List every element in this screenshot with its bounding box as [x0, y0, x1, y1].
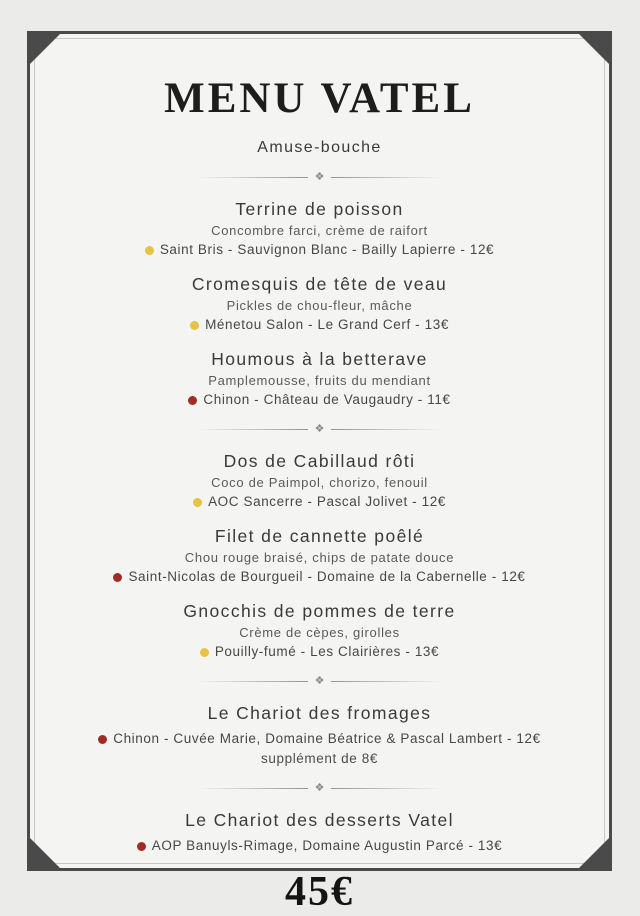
menu-item	[30, 599, 609, 661]
divider-line	[331, 788, 442, 789]
section-divider	[197, 172, 442, 183]
red-wine-dot-icon	[137, 842, 146, 851]
supplement-note: supplément de 8€	[261, 751, 378, 767]
corner-ornament-top-left	[29, 33, 61, 65]
white-wine-dot-icon	[145, 246, 154, 255]
wine-pairing-text: AOP Banuyls-Rimage, Domaine Augustin Parcé - 13€	[151, 838, 503, 854]
red-wine-dot-icon	[98, 735, 107, 744]
dish-name: Cromesquis de tête de veau	[191, 274, 448, 295]
divider-line	[197, 681, 308, 682]
section-divider	[197, 424, 442, 435]
wine-pairing-text: AOC Sancerre - Pascal Jolivet - 12€	[208, 494, 446, 510]
wine-pairing	[30, 730, 609, 748]
dish-name: Filet de cannette poêlé	[214, 526, 425, 547]
ornament-icon: ❖	[314, 782, 325, 795]
menu-item	[30, 808, 609, 855]
menu-page	[27, 31, 612, 916]
ornament-icon: ❖	[314, 171, 325, 184]
wine-pairing-text: Pouilly-fumé - Les Clairières - 13€	[214, 644, 440, 660]
divider-line	[331, 429, 442, 430]
wine-pairing-text: Saint Bris - Sauvignon Blanc - Bailly Lapierre - 12€	[159, 242, 495, 258]
dish-description: Crème de cèpes, girolles	[239, 625, 400, 641]
wine-pairing	[30, 643, 609, 661]
divider-line	[331, 177, 442, 178]
white-wine-dot-icon	[193, 498, 202, 507]
corner-ornament-bottom-right	[578, 837, 610, 869]
white-wine-dot-icon	[200, 648, 209, 657]
divider-line	[197, 788, 308, 789]
wine-pairing-text: Chinon - Cuvée Marie, Domaine Béatrice & Pascal Lambert - 12€	[113, 731, 541, 747]
menu-item	[30, 272, 609, 334]
wine-pairing	[30, 391, 609, 409]
wine-pairing-text: Chinon - Château de Vaugaudry - 11€	[203, 392, 451, 408]
divider-line	[197, 429, 308, 430]
dish-description: Pickles de chou-fleur, mâche	[226, 298, 413, 314]
menu-subtitle: Amuse-bouche	[257, 139, 382, 157]
corner-ornament-top-right	[578, 33, 610, 65]
menu-sections	[30, 172, 609, 855]
wine-pairing	[30, 837, 609, 855]
menu-item	[30, 701, 609, 768]
dish-name: Le Chariot des fromages	[207, 703, 432, 724]
dish-description: Chou rouge braisé, chips de patate douce	[184, 550, 455, 566]
red-wine-dot-icon	[113, 573, 122, 582]
wine-pairing	[30, 568, 609, 586]
divider-line	[197, 177, 308, 178]
corner-ornament-bottom-left	[29, 837, 61, 869]
dish-name: Gnocchis de pommes de terre	[183, 601, 456, 622]
menu-title: MENU VATEL	[164, 75, 475, 122]
red-wine-dot-icon	[188, 396, 197, 405]
ornament-icon: ❖	[314, 675, 325, 688]
section-divider	[197, 783, 442, 794]
dish-name: Dos de Cabillaud rôti	[223, 451, 416, 472]
dish-description: Pamplemousse, fruits du mendiant	[208, 373, 431, 389]
menu-content	[30, 34, 609, 916]
wine-pairing	[30, 316, 609, 334]
menu-item	[30, 347, 609, 409]
wine-pairing-text: Saint-Nicolas de Bourgueil - Domaine de la Cabernelle - 12€	[128, 569, 526, 585]
dish-name: Le Chariot des desserts Vatel	[185, 810, 454, 831]
wine-pairing	[30, 241, 609, 259]
section-divider	[197, 676, 442, 687]
menu-price: 45€	[285, 869, 354, 916]
menu-item	[30, 197, 609, 259]
dish-name: Terrine de poisson	[235, 199, 404, 220]
dish-description: Coco de Paimpol, chorizo, fenouil	[211, 475, 428, 491]
wine-pairing	[30, 493, 609, 511]
menu-item	[30, 449, 609, 511]
ornament-icon: ❖	[314, 423, 325, 436]
white-wine-dot-icon	[190, 321, 199, 330]
dish-name: Houmous à la betterave	[211, 349, 428, 370]
dish-description: Concombre farci, crème de raifort	[211, 223, 428, 239]
menu-item	[30, 524, 609, 586]
divider-line	[331, 681, 442, 682]
wine-pairing-text: Ménetou Salon - Le Grand Cerf - 13€	[205, 317, 449, 333]
